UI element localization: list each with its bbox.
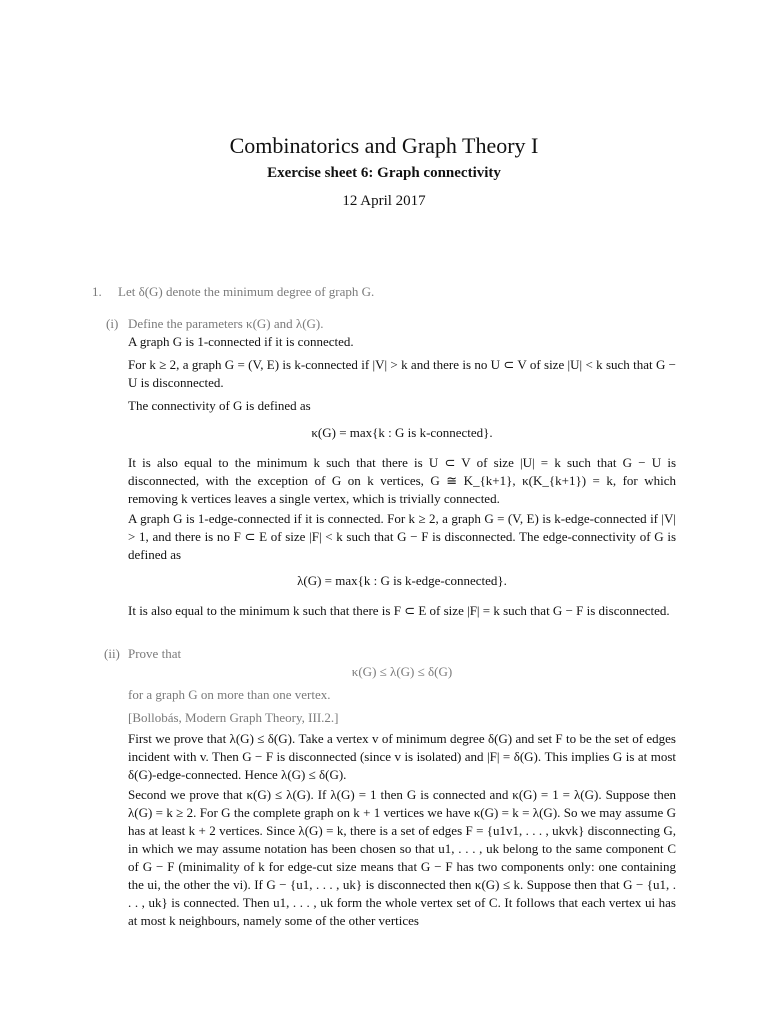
question-prompt: Let δ(G) denote the minimum degree of graph G. <box>118 284 375 299</box>
part-i-para-1: A graph G is 1-connected if it is connected. <box>128 334 354 349</box>
part-ii-para-2: Second we prove that κ(G) ≤ λ(G). If λ(G) = 1 then G is connected and κ(G) = 1 = λ(G). Suppose then λ(G) = k ≥ 2. For G the complete graph on k + 1 vertices we have κ(G) = k = λ(G). So we may assume G has at least k + 2 vertices. Since λ(G) = k, there is a set of edges F = {u1v1, . . . , ukvk} disconnecting G, in which we may assume notation has been chosen so that u1, . . . , uk belong to the same component C of G − F (minimality of k for edge-cut size means that G − F has two components only: one containing the ui, the other the vi). If G − {u1, . . . , uk} is disconnected then κ(G) ≤ k. Suppose then that G − {u1, . . . , uk} is connected. Then u1, . . . , uk form the whole vertex set of C. It follows that each vertex ui has at most k neighbours, namely some of the other vertices <box>128 787 676 928</box>
question-number: 1. <box>92 284 102 299</box>
part-i-para-5: A graph G is 1-edge-connected if it is connected. For k ≥ 2, a graph G = (V, E) is k-edge-connected if |V| > 1, and there is no F ⊂ E of size |F| < k such that G − F is disconnected. The edge-connectivity of G is defined as <box>128 511 676 562</box>
page-subtitle: Exercise sheet 6: Graph connectivity <box>267 165 501 181</box>
part-i-para-4: It is also equal to the minimum k such that there is U ⊂ V of size |U| = k such that G − U is disconnected, with the exception of G on k vertices, G ≅ K_{k+1}, κ(K_{k+1}) = k, for which removing k vertices leaves a single vertex, which is trivially connected. <box>128 455 676 506</box>
equation-lambda: λ(G) = max{k : G is k-edge-connected}. <box>297 573 507 588</box>
equation-kappa: κ(G) = max{k : G is k-connected}. <box>311 425 493 440</box>
part-i-para-2: For k ≥ 2, a graph G = (V, E) is k-connected if |V| > k and there is no U ⊂ V of size |U| < k such that G − U is disconnected. <box>128 357 676 390</box>
part-ii-label: (ii) <box>104 646 120 661</box>
part-ii-prompt-continued: for a graph G on more than one vertex. <box>128 687 331 702</box>
part-i-prompt: Define the parameters κ(G) and λ(G). <box>128 316 324 331</box>
page-date: 12 April 2017 <box>342 193 426 209</box>
part-ii-prompt: Prove that <box>128 646 182 661</box>
page-title: Combinatorics and Graph Theory I <box>229 133 539 158</box>
equation-inequality: κ(G) ≤ λ(G) ≤ δ(G) <box>351 664 453 679</box>
part-i-para-6: It is also equal to the minimum k such that there is F ⊂ E of size |F| = k such that G − F is disconnected. <box>128 603 670 618</box>
part-i-label: (i) <box>106 316 119 331</box>
reference-citation: [Bollobás, Modern Graph Theory, III.2.] <box>128 710 339 725</box>
part-i-para-3: The connectivity of G is defined as <box>128 398 311 413</box>
part-ii-para-1: First we prove that λ(G) ≤ δ(G). Take a vertex v of minimum degree δ(G) and set F to be the set of edges incident with v. Then G − F is disconnected (since v is isolated) and |F| = δ(G). This implies G is at most δ(G)-edge-connected. Hence λ(G) ≤ δ(G). <box>128 731 676 782</box>
